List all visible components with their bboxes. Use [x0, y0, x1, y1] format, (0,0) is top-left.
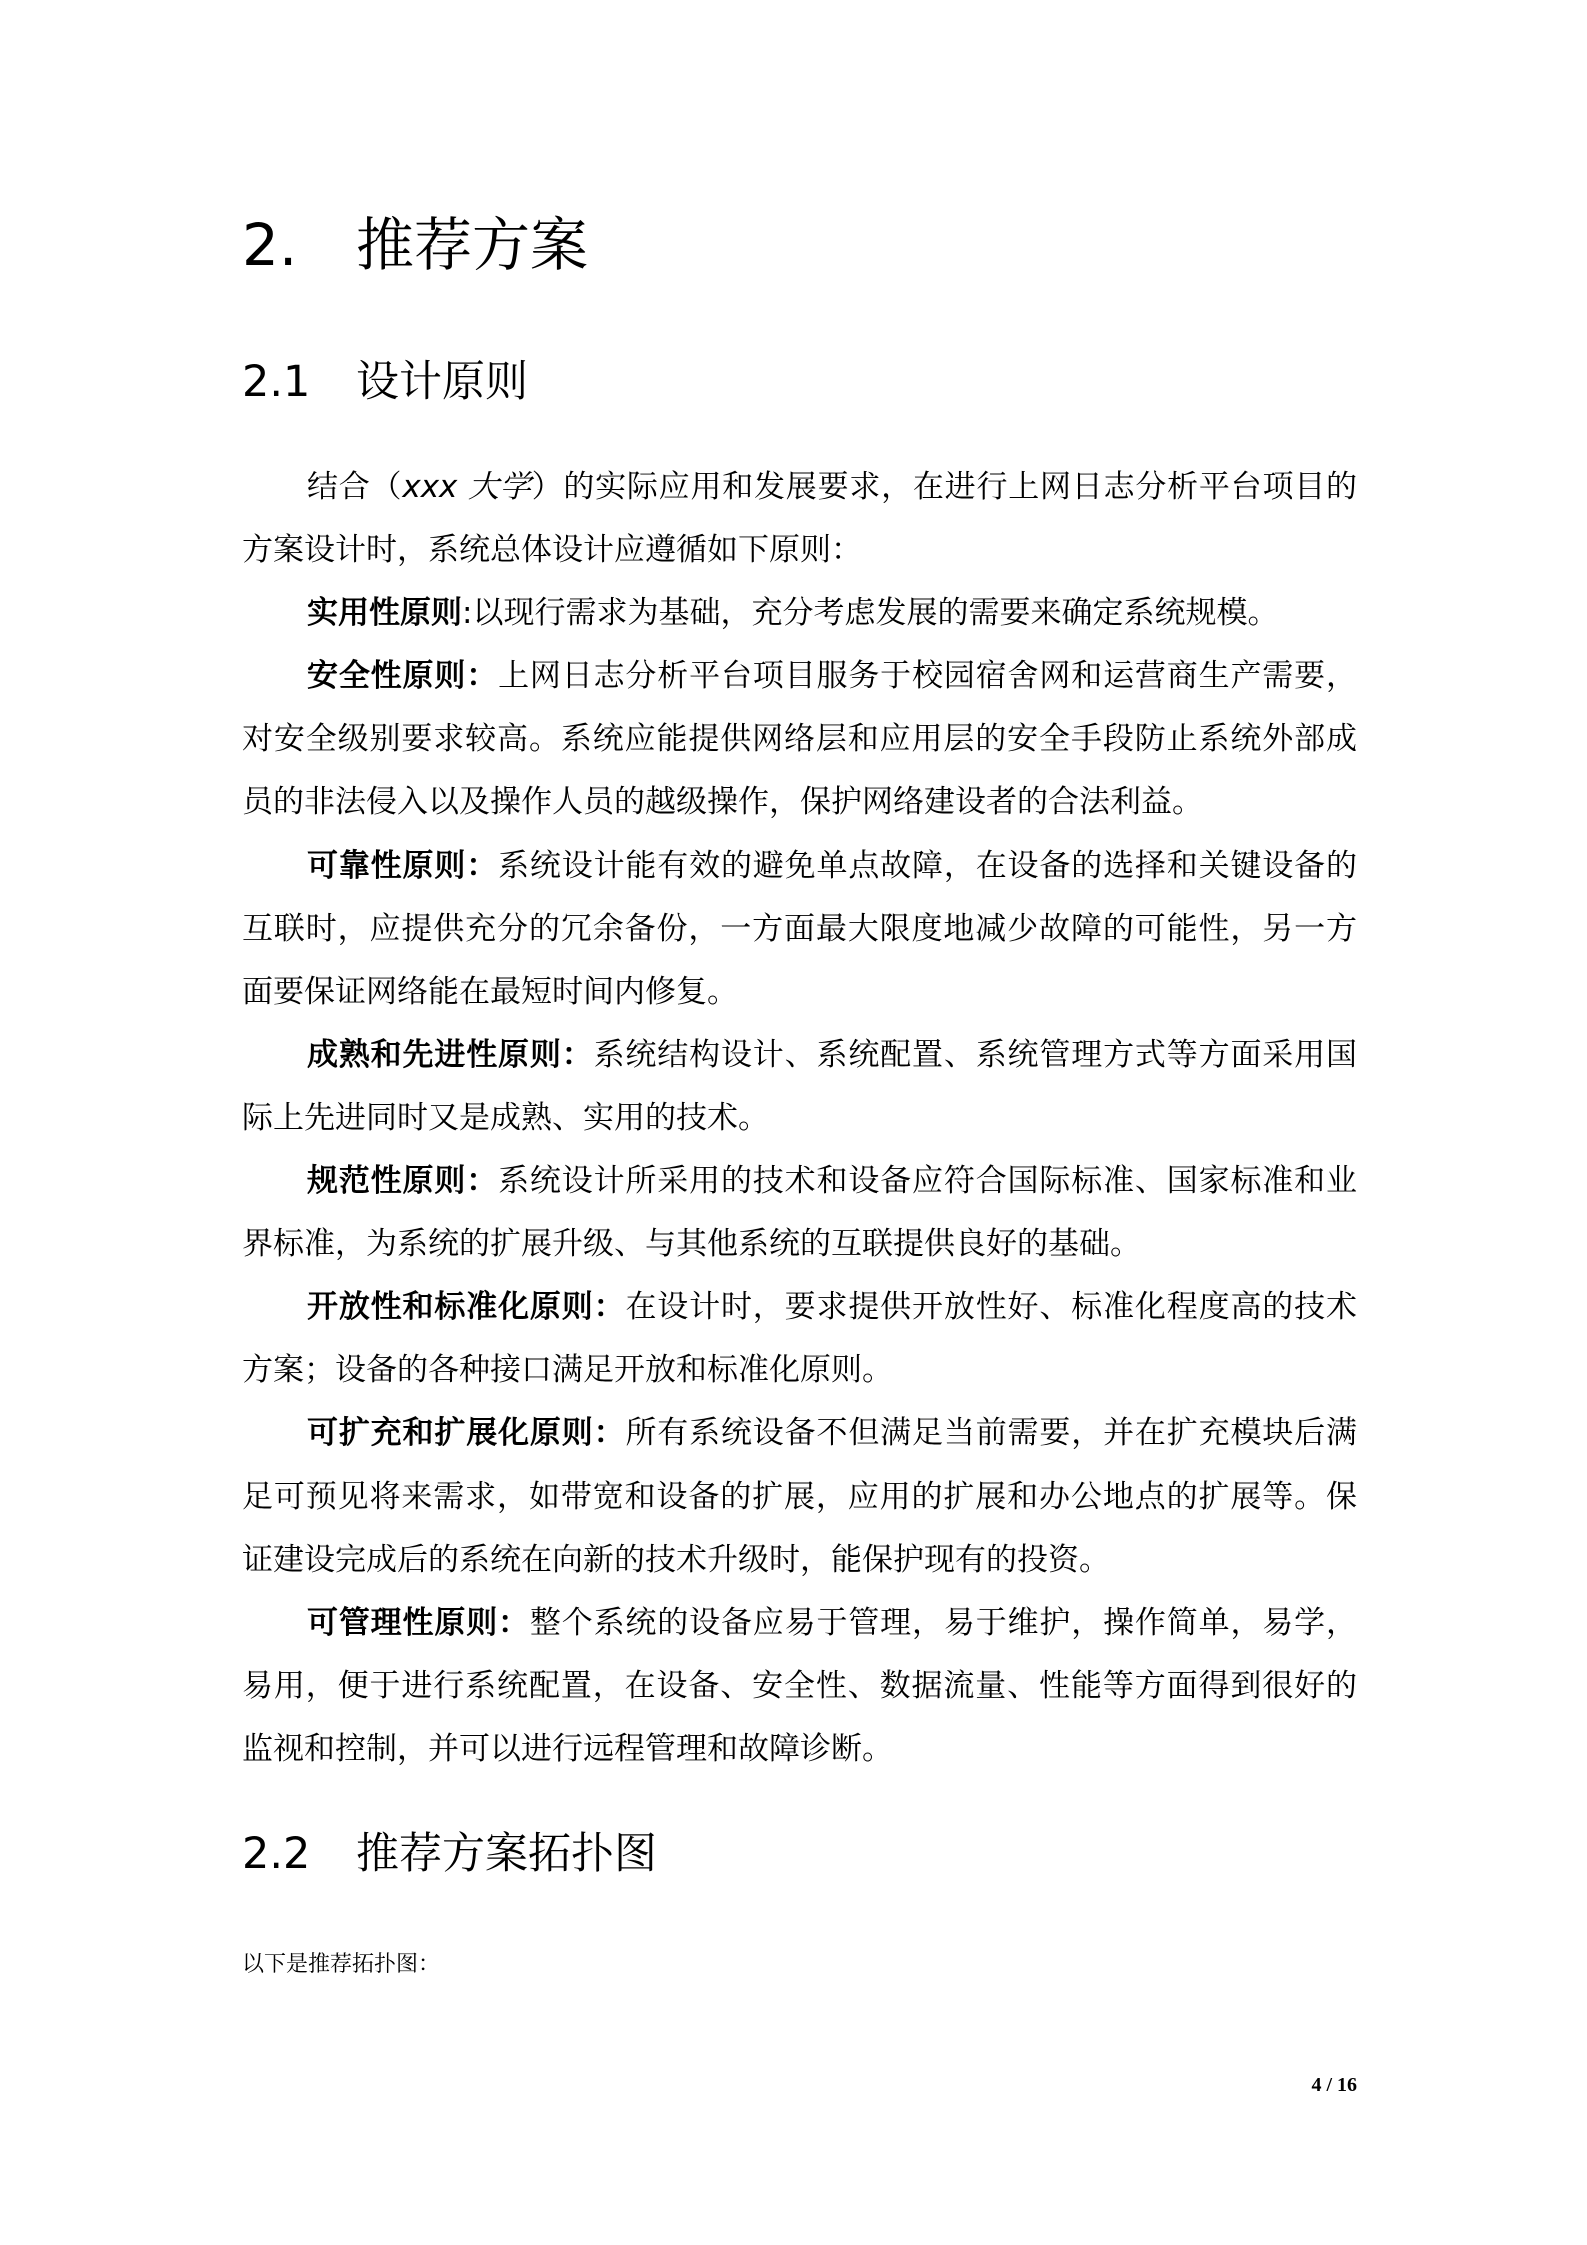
- principle-text: 整个系统的设备应易于管理，易于维护，操作简单，易学，: [529, 1604, 1357, 1641]
- chapter-title: 推荐方案: [356, 211, 589, 279]
- principle-text: 易用，便于进行系统配置，在设备、安全性、数据流量、性能等方面得到很好的: [242, 1667, 1357, 1704]
- principle-title: 规范性原则：: [307, 1163, 499, 1200]
- section-title: 设计原则: [356, 357, 528, 407]
- principle-title: 可扩充和扩展化原则：: [307, 1415, 626, 1452]
- principle-text: 系统设计所采用的技术和设备应符合国际标准、国家标准和业: [498, 1163, 1357, 1200]
- principle-title: 安全性原则：: [307, 658, 499, 695]
- principle-line: [242, 898, 1357, 961]
- principle-title: 可管理性原则：: [307, 1604, 530, 1641]
- principle-line: [242, 1024, 1357, 1087]
- principle-text: 系统设计能有效的避免单点故障，在设备的选择和关键设备的: [498, 847, 1357, 884]
- principle-text: 员的非法侵入以及操作人员的越级操作，保护网络建设者的合法利益。: [242, 784, 1203, 821]
- chapter-number: 2.: [242, 211, 298, 279]
- principle-line: [242, 1213, 1357, 1276]
- principle-text: 证建设完成后的系统在向新的技术升级时，能保护现有的投资。: [242, 1541, 1110, 1578]
- section-heading-topology: [242, 1828, 657, 1880]
- principle-text: 在设计时，要求提供开放性好、标准化程度高的技术: [625, 1289, 1357, 1326]
- principle-line: [242, 1150, 1357, 1213]
- principle-line: [242, 961, 1357, 1024]
- principle-text: 上网日志分析平台项目服务于校园宿舍网和运营商生产需要，: [498, 658, 1357, 695]
- principle-line: [242, 771, 1357, 834]
- principle-text: 际上先进同时又是成熟、实用的技术。: [242, 1099, 769, 1136]
- page-number: 4 / 16: [1311, 2074, 1357, 2096]
- section-heading-design-principles: [242, 356, 528, 408]
- principle-line: [242, 1339, 1357, 1402]
- principle-text: 方案；设备的各种接口满足开放和标准化原则。: [242, 1352, 893, 1389]
- university-name: xxx 大学: [402, 469, 532, 505]
- principle-line: [242, 1402, 1357, 1465]
- principle-text: 界标准，为系统的扩展升级、与其他系统的互联提供良好的基础。: [242, 1226, 1141, 1263]
- chapter-heading: [242, 212, 588, 278]
- principle-line: [242, 708, 1357, 771]
- intro-line-2: 方案设计时，系统总体设计应遵循如下原则：: [242, 532, 862, 569]
- principle-text: :以现行需求为基础，充分考虑发展的需要来确定系统规模。: [462, 595, 1279, 632]
- principle-text: 面要保证网络能在最短时间内修复。: [242, 973, 738, 1010]
- principle-line: [242, 582, 1357, 645]
- principle-line: [242, 1592, 1357, 1655]
- principle-line: [242, 1466, 1357, 1529]
- principle-line: [242, 1718, 1357, 1781]
- principle-text: 监视和控制，并可以进行远程管理和故障诊断。: [242, 1730, 893, 1767]
- principle-line: [242, 1529, 1357, 1592]
- principle-line: [242, 1276, 1357, 1339]
- principle-line: [242, 1655, 1357, 1718]
- principle-line: [242, 645, 1357, 708]
- principle-text: 足可预见将来需求，如带宽和设备的扩展，应用的扩展和办公地点的扩展等。保: [242, 1478, 1357, 1515]
- principle-title: 开放性和标准化原则：: [307, 1289, 626, 1326]
- principle-text: 互联时，应提供充分的冗余备份，一方面最大限度地减少故障的可能性，另一方: [242, 910, 1357, 947]
- principle-line: [242, 835, 1357, 898]
- principle-title: 可靠性原则：: [307, 847, 499, 884]
- principle-title: 实用性原则: [307, 595, 462, 632]
- principle-text: 对安全级别要求较高。系统应能提供网络层和应用层的安全手段防止系统外部成: [242, 721, 1357, 758]
- body-text: [242, 456, 1357, 1781]
- principle-line: [242, 1087, 1357, 1150]
- principle-text: 所有系统设备不但满足当前需要，并在扩充模块后满: [625, 1415, 1357, 1452]
- topology-intro: 以下是推荐拓扑图：: [242, 1952, 441, 1977]
- section-number: 2.1: [242, 357, 311, 407]
- section-title: 推荐方案拓扑图: [356, 1829, 657, 1879]
- principle-title: 成熟和先进性原则：: [307, 1036, 594, 1073]
- intro-line-1: 结合（xxx 大学）的实际应用和发展要求，在进行上网日志分析平台项目的: [307, 469, 1357, 505]
- principle-text: 系统结构设计、系统配置、系统管理方式等方面采用国: [593, 1036, 1357, 1073]
- section-number: 2.2: [242, 1829, 311, 1879]
